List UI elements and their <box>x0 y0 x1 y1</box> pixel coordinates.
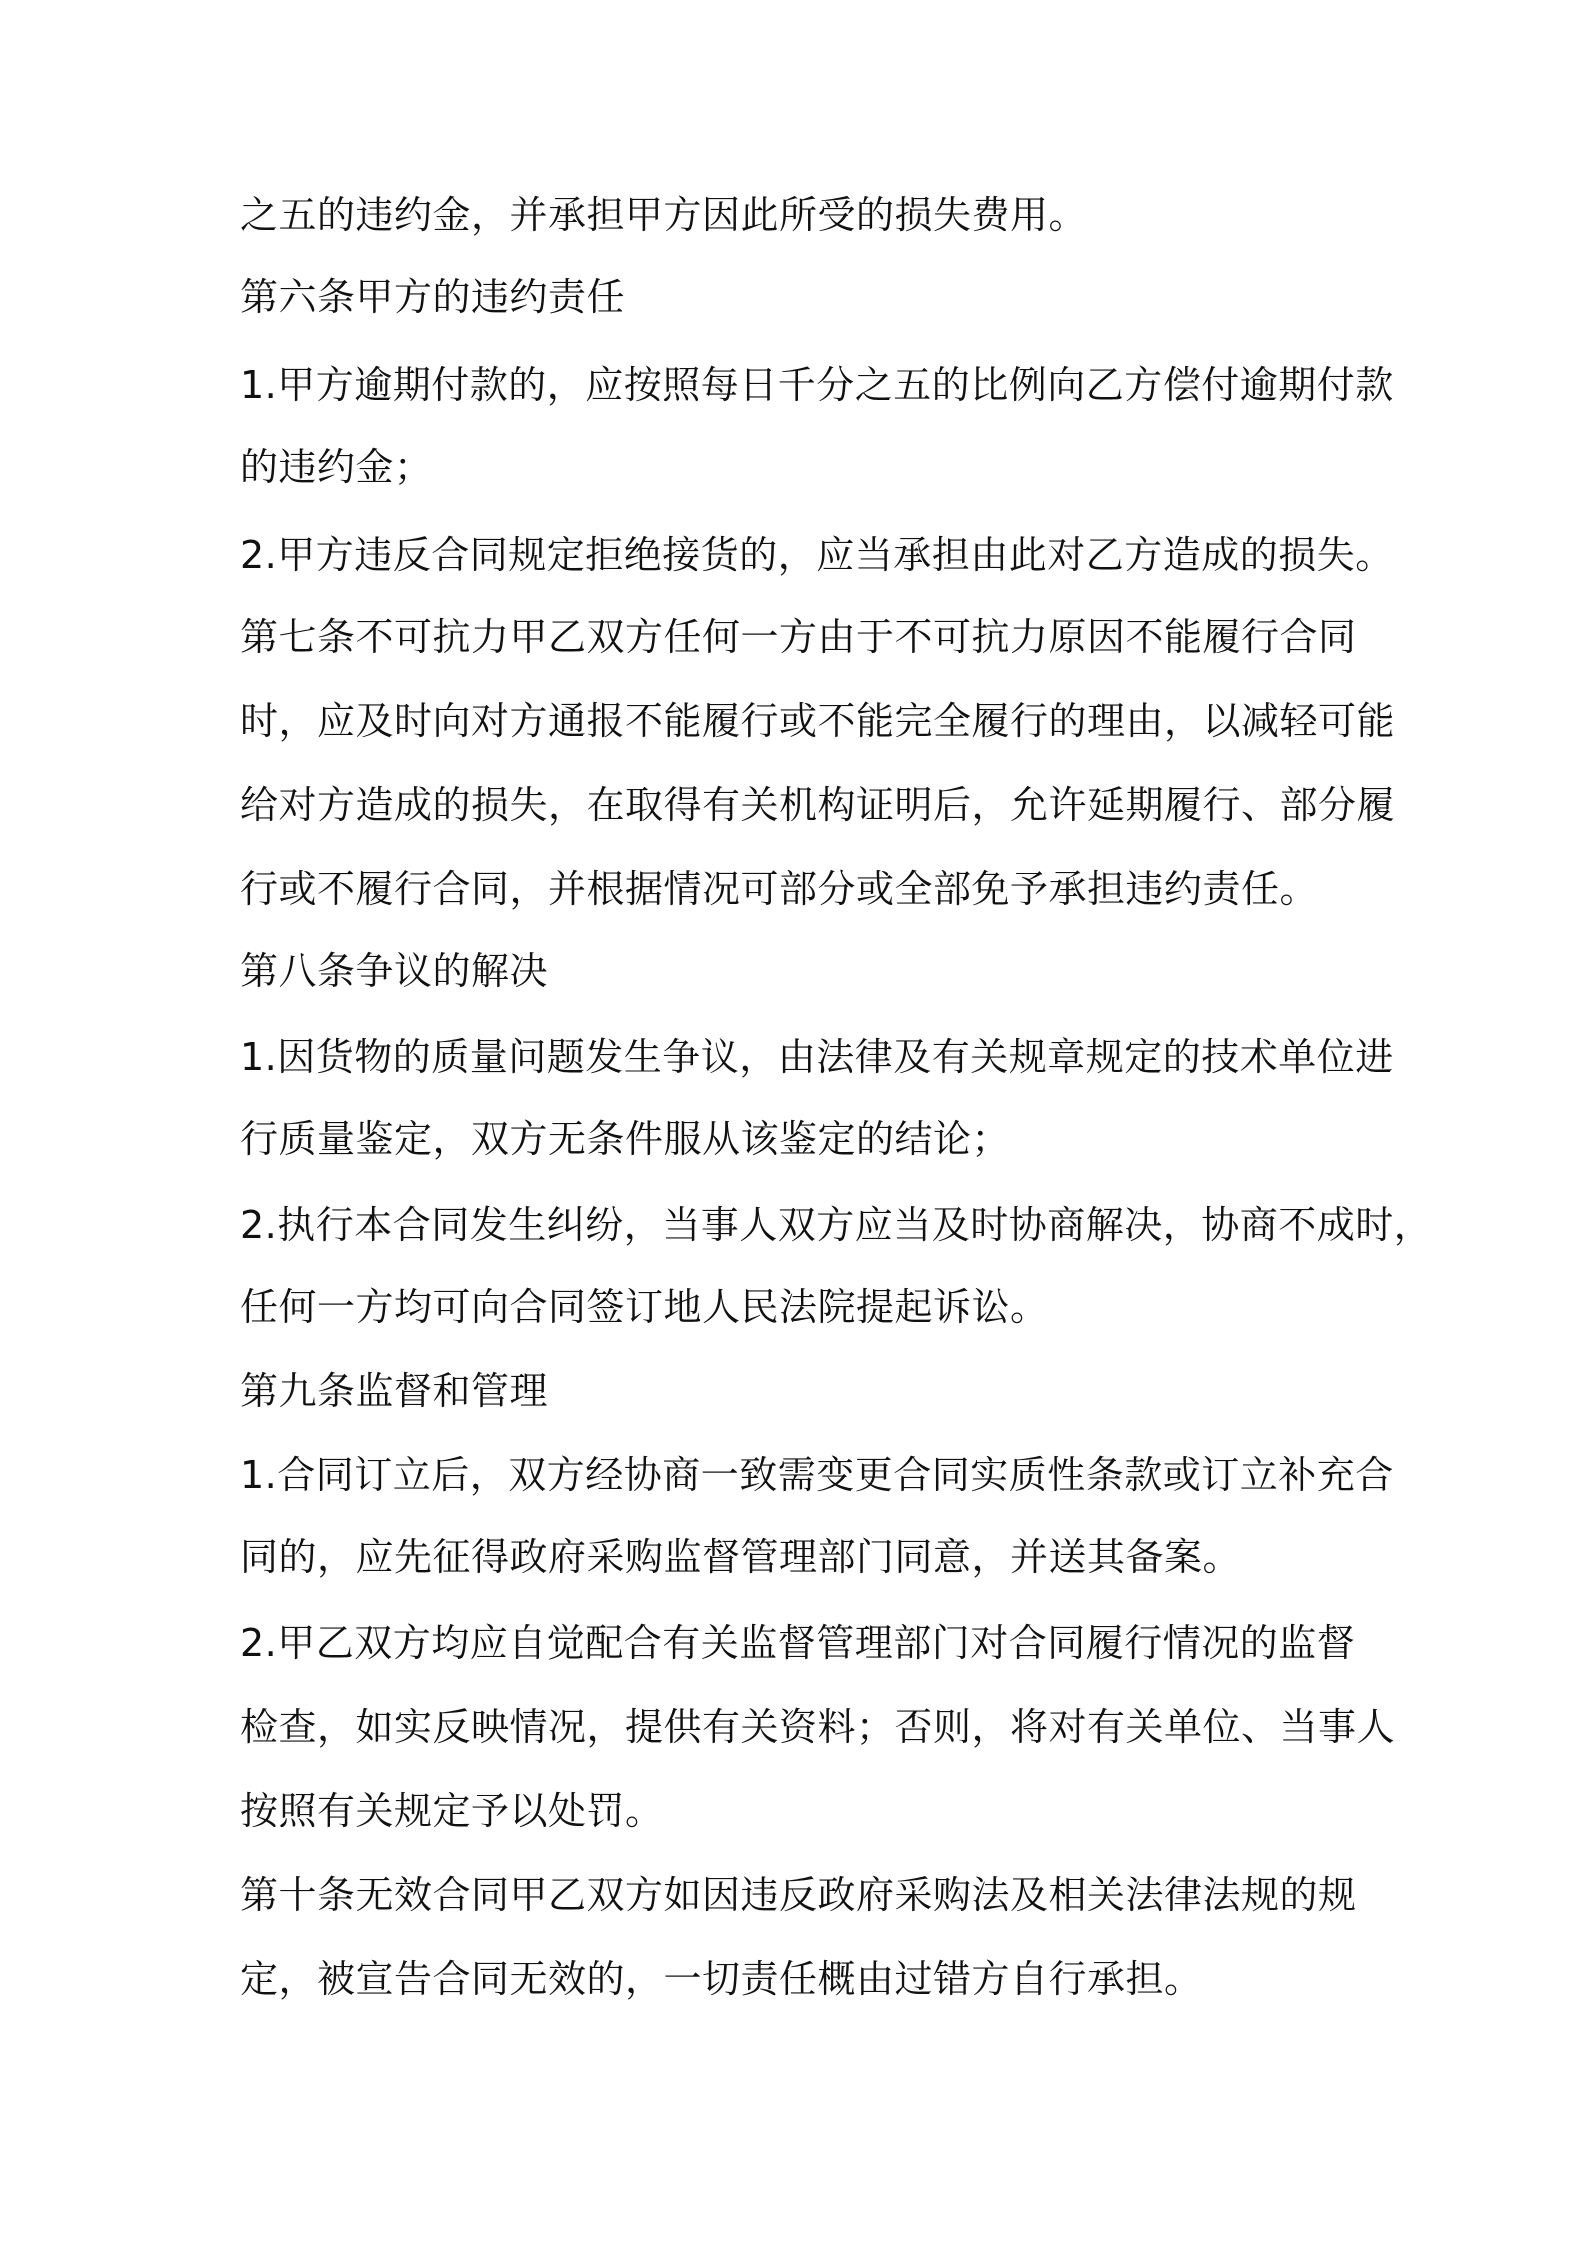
text-line: 第十条无效合同甲乙双方如因违反政府采购法及相关法律法规的规 <box>240 1873 1357 1917</box>
text-line: 行或不履行合同，并根据情况可部分或全部免予承担违约责任。 <box>240 867 1319 911</box>
text-line: 的违约金； <box>240 445 433 489</box>
text-line: 1.合同订立后，双方经协商一致需变更合同实质性条款或订立补充合 <box>240 1453 1394 1497</box>
text-line: 同的，应先征得政府采购监督管理部门同意，并送其备案。 <box>240 1535 1242 1579</box>
text-line: 2.甲乙双方均应自觉配合有关监督管理部门对合同履行情况的监督 <box>240 1621 1356 1665</box>
text-line: 时，应及时向对方通报不能履行或不能完全履行的理由，以减轻可能 <box>240 699 1396 743</box>
text-line: 检查，如实反映情况，提供有关资料；否则，将对有关单位、当事人 <box>240 1705 1396 1749</box>
article-heading: 第九条监督和管理 <box>240 1369 549 1413</box>
text-line: 任何一方均可向合同签订地人民法院提起诉讼。 <box>240 1285 1049 1329</box>
text-line: 按照有关规定予以处罚。 <box>240 1789 664 1833</box>
text-line: 2.执行本合同发生纠纷，当事人双方应当及时协商解决，协商不成时， <box>240 1203 1433 1247</box>
text-line: 之五的违约金，并承担甲方因此所受的损失费用。 <box>240 193 1088 237</box>
article-heading: 第六条甲方的违约责任 <box>240 275 626 319</box>
text-line: 1.因货物的质量问题发生争议，由法律及有关规章规定的技术单位进 <box>240 1035 1394 1079</box>
text-line: 定，被宣告合同无效的，一切责任概由过错方自行承担。 <box>240 1957 1203 2001</box>
text-line: 行质量鉴定，双方无条件服从该鉴定的结论； <box>240 1117 1011 1161</box>
text-line: 给对方造成的损失，在取得有关机构证明后，允许延期履行、部分履 <box>240 783 1396 827</box>
text-line: 2.甲方违反合同规定拒绝接货的，应当承担由此对乙方造成的损失。 <box>240 533 1394 577</box>
text-line: 第七条不可抗力甲乙双方任何一方由于不可抗力原因不能履行合同 <box>240 615 1357 659</box>
text-line: 1.甲方逾期付款的，应按照每日千分之五的比例向乙方偿付逾期付款 <box>240 363 1394 407</box>
article-heading: 第八条争议的解决 <box>240 949 549 993</box>
